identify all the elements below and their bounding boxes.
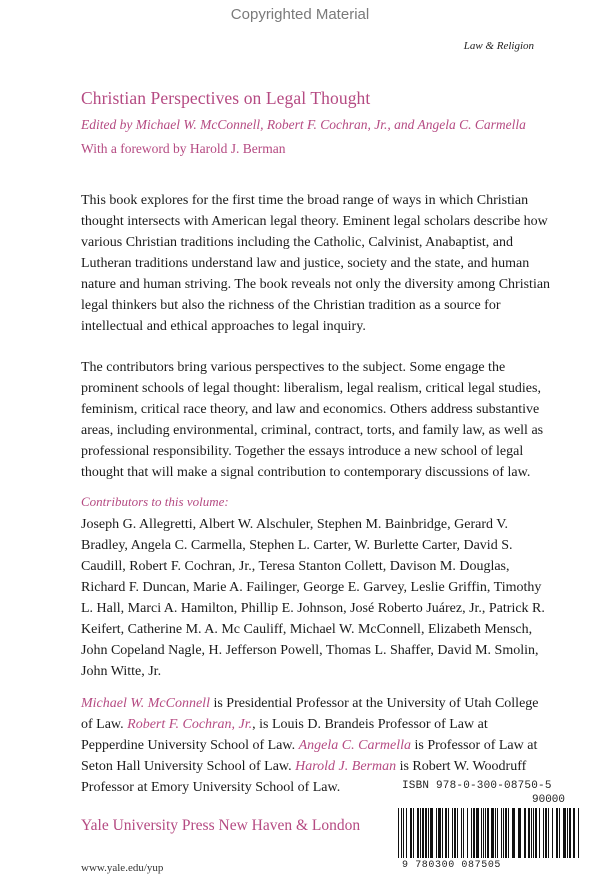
barcode-bar: [508, 808, 509, 858]
barcode-bar: [501, 808, 502, 858]
barcode-bar: [559, 808, 560, 858]
barcode-bar: [425, 808, 427, 858]
bio-text-mcconnell: is Presidential Professor at the University of Utah College of Law.: [81, 696, 539, 732]
contributors-list: Joseph G. Allegretti, Albert W. Alschuler, Stephen M. Bainbridge, Gerard V. Bradley, Angela C. Carmella, Stephen L. Carter, W. Burlette Carter, David S. Caudill, Robert F. Cochran, Jr., Teresa Stanton Collett, Davison M. Douglas, Richard F. Duncan, Marie A. Failinger, George E. Garvey, Leslie Griffin, Timothy L. Hall, Marci A. Hamilton, Phillip E. Johnson, José Roberto Juárez, Jr., Patrick R. Keifert, Catherine M. A. Mc Cauliff, Michael W. McConnell, Elizabeth Mensch, John Copeland Nagle, H. Jefferson Powell, Thomas L. Shaffer, David M. Smolin, John Witte, Jr.: [81, 517, 545, 679]
barcode-bar: [483, 808, 484, 858]
barcode-bar: [495, 808, 496, 858]
barcode-bar: [422, 808, 424, 858]
barcode-bar: [473, 808, 475, 858]
bio-name-mcconnell: Michael W. McConnell: [81, 696, 210, 711]
barcode-bar: [569, 808, 571, 858]
barcode-bar: [548, 808, 549, 858]
book-title: Christian Perspectives on Legal Thought: [81, 88, 371, 108]
barcode-bar: [398, 808, 399, 858]
barcode-bar: [528, 808, 530, 858]
contributors-heading: Contributors to this volume:: [81, 494, 229, 509]
barcode-bar: [445, 808, 447, 858]
editors-suffix: , and Angela C. Carmella: [387, 117, 526, 132]
barcode-bar: [417, 808, 419, 858]
description-paragraph-2: The contributors bring various perspectives to the subject. Some engage the prominent schools of legal thought: liberalism, legal realism, critical legal studies, feminism, critical race theory, and law and economics. Others address substantive areas, including environmental, criminal, contract, torts, and family law, as well as professional responsibility. Together the essays introduce a new school of legal thought that will make a signal contribution to contemporary discussions of law.: [81, 360, 544, 480]
barcode-bar: [543, 808, 544, 858]
barcode-bar: [438, 808, 441, 858]
isbn-barcode: [398, 808, 584, 865]
editors-line: [81, 117, 526, 133]
barcode-bar: [552, 808, 553, 858]
barcode-bar: [452, 808, 453, 858]
editors-jr: Jr.: [374, 117, 388, 132]
foreword-line: With a foreword by Harold J. Berman: [81, 141, 286, 156]
barcode-bar: [481, 808, 482, 858]
barcode-bar: [512, 808, 515, 858]
barcode-bar: [487, 808, 489, 858]
barcode-bars: [398, 808, 584, 860]
barcode-bar: [556, 808, 558, 858]
barcode-bar: [406, 808, 407, 858]
barcode-bar: [413, 808, 414, 858]
bio-text-berman: is Robert W. Woodruff Professor at Emory University School of Law.: [81, 759, 527, 795]
barcode-bar: [476, 808, 479, 858]
barcode-bar: [503, 808, 504, 858]
barcode-bar: [436, 808, 437, 858]
barcode-bar: [485, 808, 486, 858]
barcode-bar: [442, 808, 443, 858]
bio-name-carmella: Angela C. Carmella: [298, 738, 411, 753]
barcode-bar: [524, 808, 526, 858]
bio-text-carmella: is Professor of Law at Seton Hall University School of Law.: [81, 738, 538, 774]
barcode-bar: [531, 808, 532, 858]
barcode-bar: [578, 808, 579, 858]
copyright-watermark: Copyrighted Material: [230, 6, 370, 23]
barcode-bar: [471, 808, 472, 858]
barcode-bar: [428, 808, 429, 858]
barcode-bar: [573, 808, 575, 858]
publisher-url: www.yale.edu/yup: [81, 862, 164, 874]
description-paragraph-1: This book explores for the first time the broad range of ways in which Christian thought intersects with American legal theory. Eminent legal scholars describe how various Christian traditions including the Catholic, Calvinist, Anabaptist, and Lutheran traditions understand law and justice, society and the state, and human nature and human striving. The book reveals not only the diversity among Christian legal thinkers but also the richness of the Christian tradition as a source for intellectual and ethical approaches to legal inquiry.: [81, 193, 551, 334]
bio-name-berman: Harold J. Berman: [295, 759, 397, 774]
editors-prefix: Edited by Michael W. McConnell, Robert F. Cochran,: [81, 117, 375, 132]
isbn-number: ISBN 978-0-300-08750-5: [402, 780, 552, 792]
barcode-bar: [518, 808, 521, 858]
barcode-bar: [497, 808, 498, 858]
barcode-bar: [448, 808, 449, 858]
barcode-bar: [563, 808, 566, 858]
series-label: Law & Religion: [463, 40, 534, 52]
barcode-bar: [403, 808, 404, 858]
barcode-bar: [539, 808, 540, 858]
barcode-bar: [505, 808, 507, 858]
barcode-bar: [420, 808, 421, 858]
barcode-bar: [491, 808, 494, 858]
barcode-bar: [410, 808, 412, 858]
barcode-bar: [535, 808, 537, 858]
price-code: 90000: [532, 794, 566, 806]
bio-text-cochran: , is Louis D. Brandeis Professor of Law at Pepperdine University School of Law.: [81, 717, 488, 753]
barcode-bar: [430, 808, 433, 858]
barcode-bar: [545, 808, 547, 858]
barcode-digits: 9 780300 087505: [402, 860, 502, 871]
barcode-bar: [463, 808, 464, 858]
barcode-bar: [533, 808, 534, 858]
publisher-line: Yale University Press New Haven & London: [81, 817, 361, 834]
barcode-bar: [454, 808, 456, 858]
bio-name-cochran: Robert F. Cochran, Jr.: [127, 717, 253, 732]
barcode-bar: [461, 808, 462, 858]
barcode-bar: [457, 808, 458, 858]
barcode-bar: [567, 808, 568, 858]
barcode-bar: [467, 808, 468, 858]
barcode-bar: [401, 808, 402, 858]
